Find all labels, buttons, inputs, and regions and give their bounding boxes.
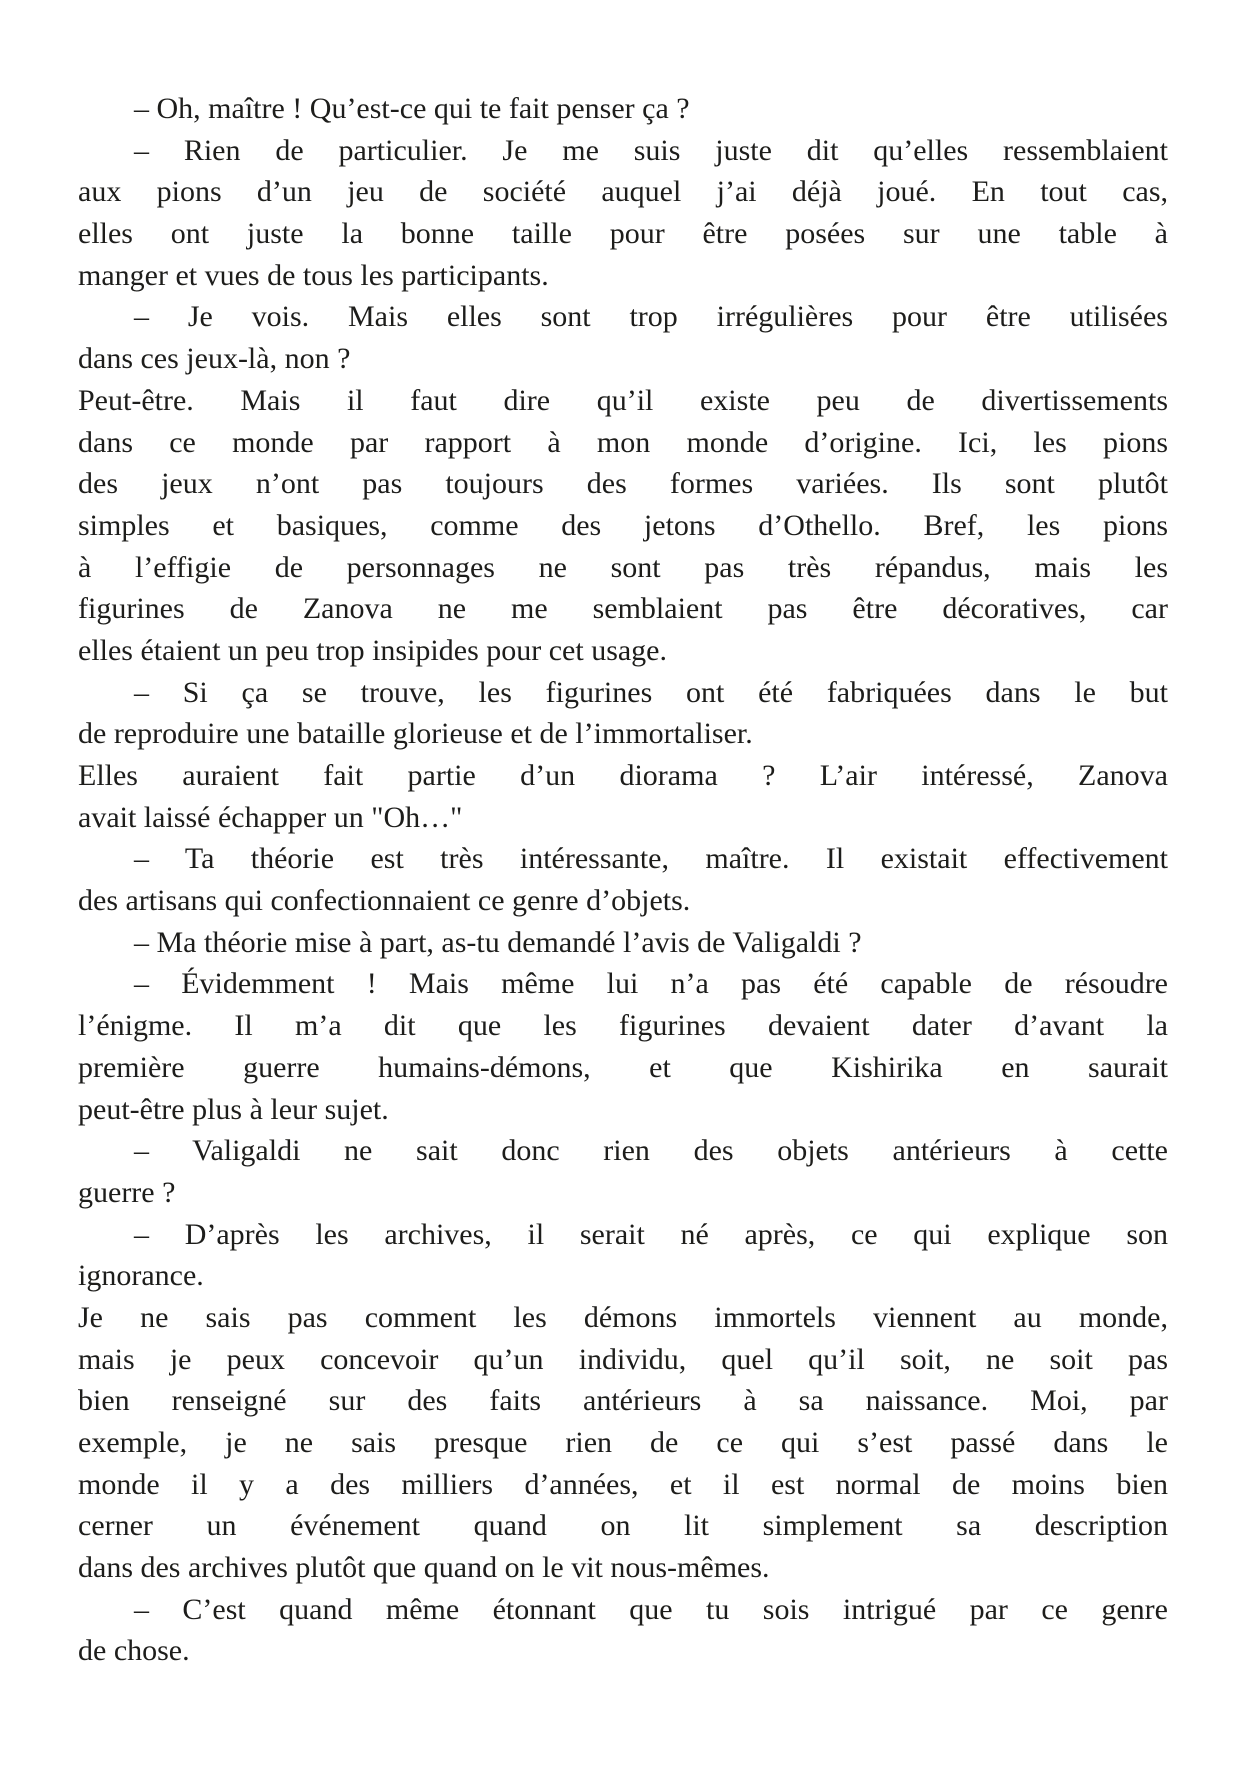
text-line: Je ne sais pas comment les démons immortels viennent au monde, [78,1300,1168,1334]
text-line: première guerre humains-démons, et que Kishirika en saurait [78,1050,1168,1084]
text-line: – Si ça se trouve, les figurines ont été fabriquées dans le but [134,675,1168,709]
text-line: dans ce monde par rapport à mon monde d’origine. Ici, les pions [78,425,1168,459]
text-line: – Je vois. Mais elles sont trop irrégulières pour être utilisées [134,300,1168,334]
text-line: mais je peux concevoir qu’un individu, quel qu’il soit, ne soit pas [78,1342,1168,1376]
text-line: exemple, je ne sais presque rien de ce qui s’est passé dans le [78,1426,1168,1459]
text-line: – Ma théorie mise à part, as-tu demandé l’avis de Valigaldi ? [134,925,862,959]
text-line: cerner un événement quand on lit simplement sa description [78,1509,1168,1543]
text-line: de chose. [78,1634,190,1668]
text-line: – Oh, maître ! Qu’est-ce qui te fait penser ça ? [134,92,690,125]
text-line: – C’est quand même étonnant que tu sois intrigué par ce genre [134,1592,1168,1626]
text-line: des jeux n’ont pas toujours des formes variées. Ils sont plutôt [78,467,1168,501]
text-line: – Valigaldi ne sait donc rien des objets antérieurs à cette [134,1134,1168,1168]
text-line: – Rien de particulier. Je me suis juste dit qu’elles ressemblaient [134,133,1168,167]
text-line: – Évidemment ! Mais même lui n’a pas été capable de résoudre [134,967,1168,1001]
text-line: manger et vues de tous les participants. [78,258,549,292]
text-line: l’énigme. Il m’a dit que les figurines devaient dater d’avant la [78,1009,1168,1043]
text-line: elles ont juste la bonne taille pour être posées sur une table à [78,217,1168,251]
text-line: – D’après les archives, il serait né après, ce qui explique son [134,1217,1168,1251]
text-line: de reproduire une bataille glorieuse et de l’immortaliser. [78,717,753,751]
text-line: bien renseigné sur des faits antérieurs à sa naissance. Moi, par [78,1384,1168,1418]
text-line: à l’effigie de personnages ne sont pas très répandus, mais les [78,550,1168,584]
text-line: aux pions d’un jeu de société auquel j’ai déjà joué. En tout cas, [78,175,1168,209]
text-line: guerre ? [78,1175,176,1209]
text-line: ignorance. [78,1259,204,1293]
text-line: Peut-être. Mais il faut dire qu’il existe peu de divertissements [78,383,1168,417]
text-line: – Ta théorie est très intéressante, maître. Il existait effectivement [134,842,1168,876]
text-line: avait laissé échapper un "Oh…" [78,800,463,834]
text-line: des artisans qui confectionnaient ce genre d’objets. [78,884,691,918]
text-line: figurines de Zanova ne me semblaient pas être décoratives, car [78,592,1168,626]
text-line: monde il y a des milliers d’années, et il est normal de moins bien [78,1467,1168,1501]
text-line: Elles auraient fait partie d’un diorama ? L’air intéressé, Zanova [78,759,1168,792]
text-line: dans ces jeux-là, non ? [78,342,351,376]
text-line: elles étaient un peu trop insipides pour cet usage. [78,633,667,667]
text-line: dans des archives plutôt que quand on le vit nous-mêmes. [78,1551,770,1585]
text-line: peut-être plus à leur sujet. [78,1092,389,1126]
text-line: simples et basiques, comme des jetons d’Othello. Bref, les pions [78,508,1168,542]
